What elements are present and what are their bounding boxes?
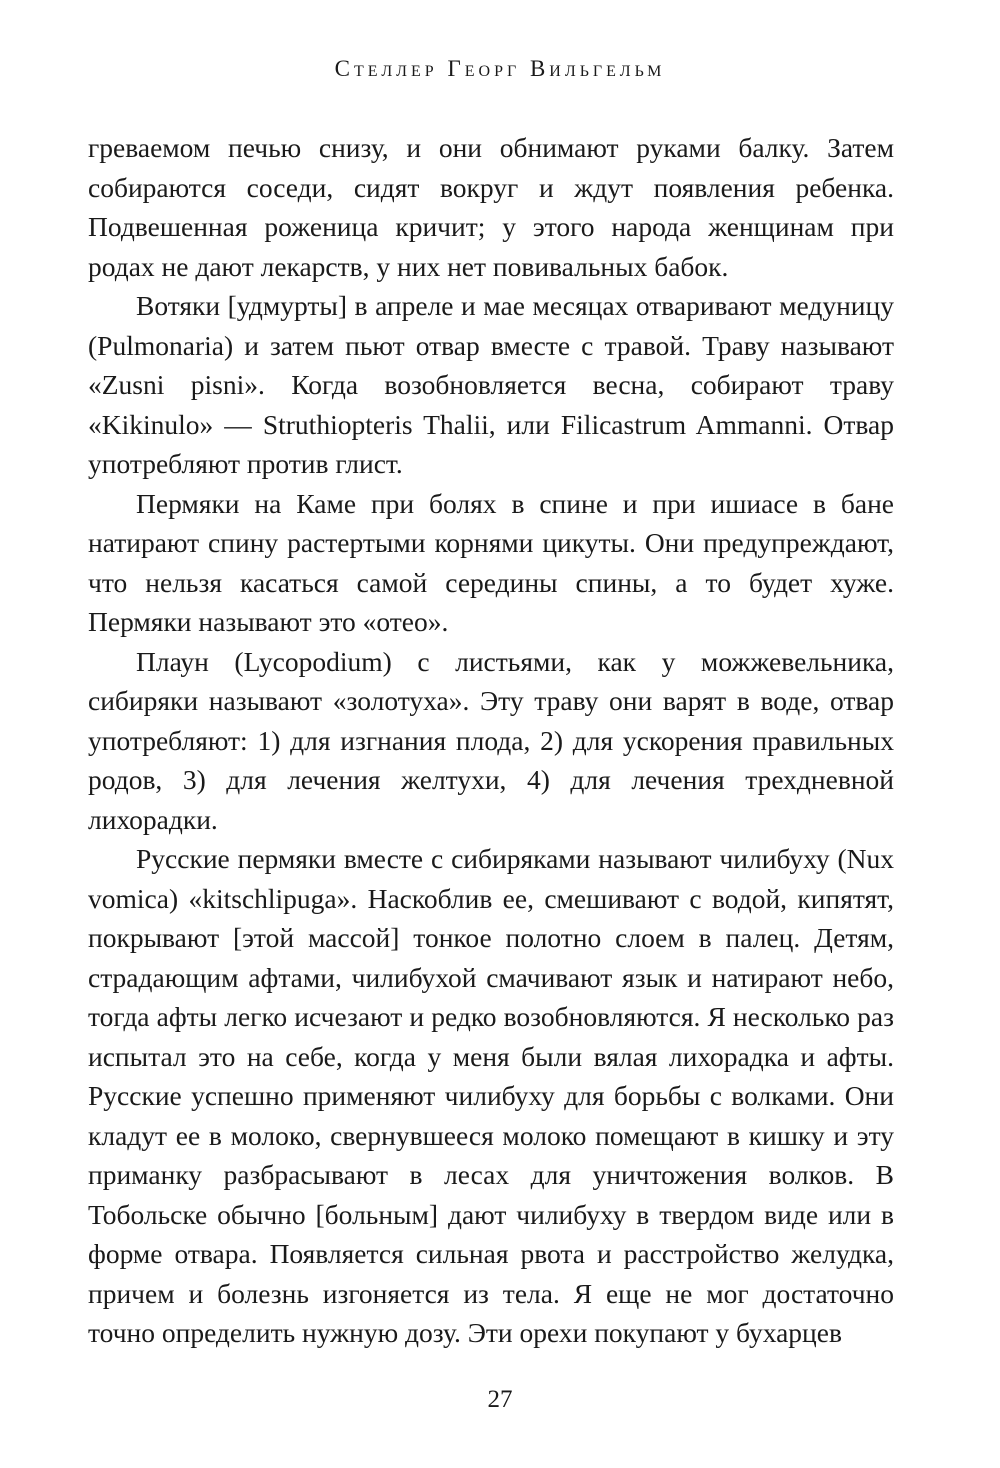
paragraph-plaun: Плаун (Lycopodium) с листьями, как у можжевельника, сибиряки называют «золотуха». Эту траву они варят в воде, отвар употребляют: 1) для изгнания плода, 2) для ускорения правильных родов, 3) для лечения желтухи, 4) для лечения трехдневной лихорадки. <box>88 645 894 835</box>
running-head: Стеллер Георг Вильгельм <box>334 56 666 81</box>
body-text <box>88 128 894 1353</box>
paragraph-chilibukha: Русские пермяки вместе с сибиряками называют чилибуху (Nux vomica) «kitschlipuga». Наскоблив ее, смешивают с водой, кипятят, покрывают [этой массой] тонкое полотно слоем в палец. Детям, страдающим афтами, чилибухой смачивают язык и натирают небо, тогда афты легко исчезают и редко возобновляются. Я несколько раз испытал это на себе, когда у меня были вялая лихорадка и афты. Русские успешно применяют чилибуху для борьбы с волками. Они кладут ее в молоко, свернувшееся молоко помещают в кишку и эту приманку разбрасывают в лесах для уничтожения волков. В Тобольске обычно [больным] дают чилибуху в твердом виде или в форме отвара. Появляется сильная рвота и расстройство желудка, причем и болезнь изгоняется из тела. Я еще не мог достаточно точно определить нужную дозу. Эти орехи покупают у бухарцев <box>88 843 894 1348</box>
page-number: 27 <box>487 1386 513 1413</box>
paragraph-continued: греваемом печью снизу, и они обнимают руками балку. Затем собираются соседи, сидят вокруг и ждут появления ребенка. Подвешенная роженица кричит; у этого народа женщинам при родах не дают лекарств, у них нет повивальных бабок. <box>88 132 894 282</box>
paragraph-permyaki: Пермяки на Каме при болях в спине и при ишиасе в бане натирают спину растертыми корнями цикуты. Они предупреждают, что нельзя касаться самой середины спины, а то будет хуже. Пермяки называют это «отео». <box>88 487 894 637</box>
paragraph-votyaki: Вотяки [удмурты] в апреле и мае месяцах отваривают медуницу (Pulmonaria) и затем пьют отвар вместе с травой. Траву называют «Zusni pisni». Когда возобновляется весна, собирают траву «Kikinulo» — Struthiopteris Thalii, или Filicastrum Ammanni. Отвар употребляют против глист. <box>88 290 894 479</box>
